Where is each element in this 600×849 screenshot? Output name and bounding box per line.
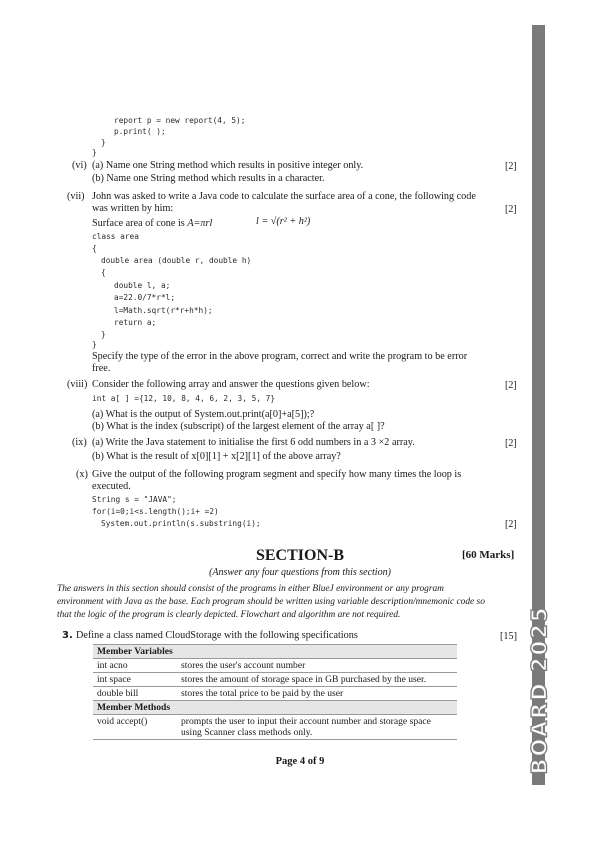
code-line: return a; xyxy=(114,318,157,327)
section-instructions: that the logic of the program is clearly depicted. Flowchart and algorithm are not required. xyxy=(57,610,401,620)
code-line: p.print( ); xyxy=(114,127,166,136)
q8-number: (viii) xyxy=(67,379,88,390)
code-line: class area xyxy=(92,232,139,241)
q8-marks: [2] xyxy=(505,380,517,391)
code-line: double l, a; xyxy=(114,281,171,290)
code-line: } xyxy=(101,138,106,147)
specification-table xyxy=(93,644,457,740)
method-name: void accept() xyxy=(93,715,177,740)
code-line: } xyxy=(101,330,106,339)
q7-formula xyxy=(92,218,212,230)
formula-area: A=πrl xyxy=(187,218,213,229)
code-line: a=22.0/7*r*l; xyxy=(114,293,176,302)
q3-number: 3. xyxy=(62,630,73,641)
q8-text: Consider the following array and answer the questions given below: xyxy=(92,379,370,390)
section-title: SECTION-B xyxy=(255,547,345,564)
q7-number: (vii) xyxy=(67,191,85,202)
method-description-line: prompts the user to input their account number and storage space xyxy=(181,716,431,727)
formula-label: Surface area of cone is xyxy=(92,218,188,229)
table-row xyxy=(93,673,457,687)
q7-text: John was asked to write a Java code to calculate the surface area of a cone, the following code xyxy=(92,191,476,202)
variable-name: int space xyxy=(93,673,177,687)
q8-part-b: (b) What is the index (subscript) of the largest element of the array a[ ]? xyxy=(92,421,385,432)
code-line: l=Math.sqrt(r*r+h*h); xyxy=(114,306,213,315)
member-methods-header: Member Methods xyxy=(93,701,457,715)
q8-part-a: (a) What is the output of System.out.print(a[0]+a[5]);? xyxy=(92,409,315,420)
section-marks: [60 Marks] xyxy=(462,549,515,561)
code-line: report p = new report(4, 5); xyxy=(114,116,246,125)
code-line: double area (double r, double h) xyxy=(101,256,252,265)
q9-number: (ix) xyxy=(72,437,87,448)
q9-marks: [2] xyxy=(505,438,517,449)
code-line: { xyxy=(92,244,97,253)
page-number: Page 4 of 9 xyxy=(275,756,325,767)
q6-part-a: (a) Name one String method which results in positive integer only. xyxy=(92,160,364,171)
code-line: } xyxy=(92,148,97,157)
table-header-row xyxy=(93,701,457,715)
variable-name: int acno xyxy=(93,659,177,673)
table-row xyxy=(93,687,457,701)
q7-question: free. xyxy=(92,363,111,374)
q3-text: Define a class named CloudStorage with the following specifications xyxy=(76,630,358,641)
section-subtitle: (Answer any four questions from this section) xyxy=(209,567,391,578)
variable-description: stores the user's account number xyxy=(177,659,457,673)
table-row xyxy=(93,659,457,673)
code-line: } xyxy=(92,340,97,349)
code-line: String s = "JAVA"; xyxy=(92,495,177,504)
code-line: for(i=0;i<s.length();i+ =2) xyxy=(92,507,219,516)
q9-part-a: (a) Write the Java statement to initialise the first 6 odd numbers in a 3 ×2 array. xyxy=(92,437,415,448)
q10-marks: [2] xyxy=(505,519,517,530)
q6-part-b: (b) Name one String method which results in a character. xyxy=(92,173,325,184)
code-line: System.out.println(s.substring(i); xyxy=(101,519,261,528)
q10-text: executed. xyxy=(92,481,131,492)
board-year-label: BOARD 2025 xyxy=(527,605,552,775)
q7-text: was written by him: xyxy=(92,203,174,214)
code-line: int a[ ] ={12, 10, 8, 4, 6, 2, 3, 5, 7} xyxy=(92,394,276,403)
method-description xyxy=(177,715,457,740)
q6-number: (vi) xyxy=(72,160,87,171)
q10-text: Give the output of the following program segment and specify how many times the loop is xyxy=(92,469,462,480)
table-header-row xyxy=(93,645,457,659)
table-row xyxy=(93,715,457,740)
method-description-line: using Scanner class methods only. xyxy=(181,727,313,738)
q6-marks: [2] xyxy=(505,161,517,172)
section-instructions: environment with Java as the base. Each program should be written using variable description/mnemonic code so xyxy=(57,597,485,607)
code-line: { xyxy=(101,268,106,277)
q9-part-b: (b) What is the result of x[0][1] + x[2][1] of the above array? xyxy=(92,451,341,462)
variable-description: stores the total price to be paid by the user xyxy=(177,687,457,701)
variable-name: double bill xyxy=(93,687,177,701)
member-variables-header: Member Variables xyxy=(93,645,457,659)
q3-marks: [15] xyxy=(500,631,517,642)
q7-marks: [2] xyxy=(505,204,517,215)
q10-number: (x) xyxy=(76,469,88,480)
variable-description: stores the amount of storage space in GB purchased by the user. xyxy=(177,673,457,687)
section-instructions: The answers in this section should consist of the programs in either BlueJ environment or any program xyxy=(57,584,444,594)
formula-slant-height: l = √(r² + h²) xyxy=(256,216,311,227)
q7-question: Specify the type of the error in the above program, correct and write the program to be error xyxy=(92,351,468,362)
